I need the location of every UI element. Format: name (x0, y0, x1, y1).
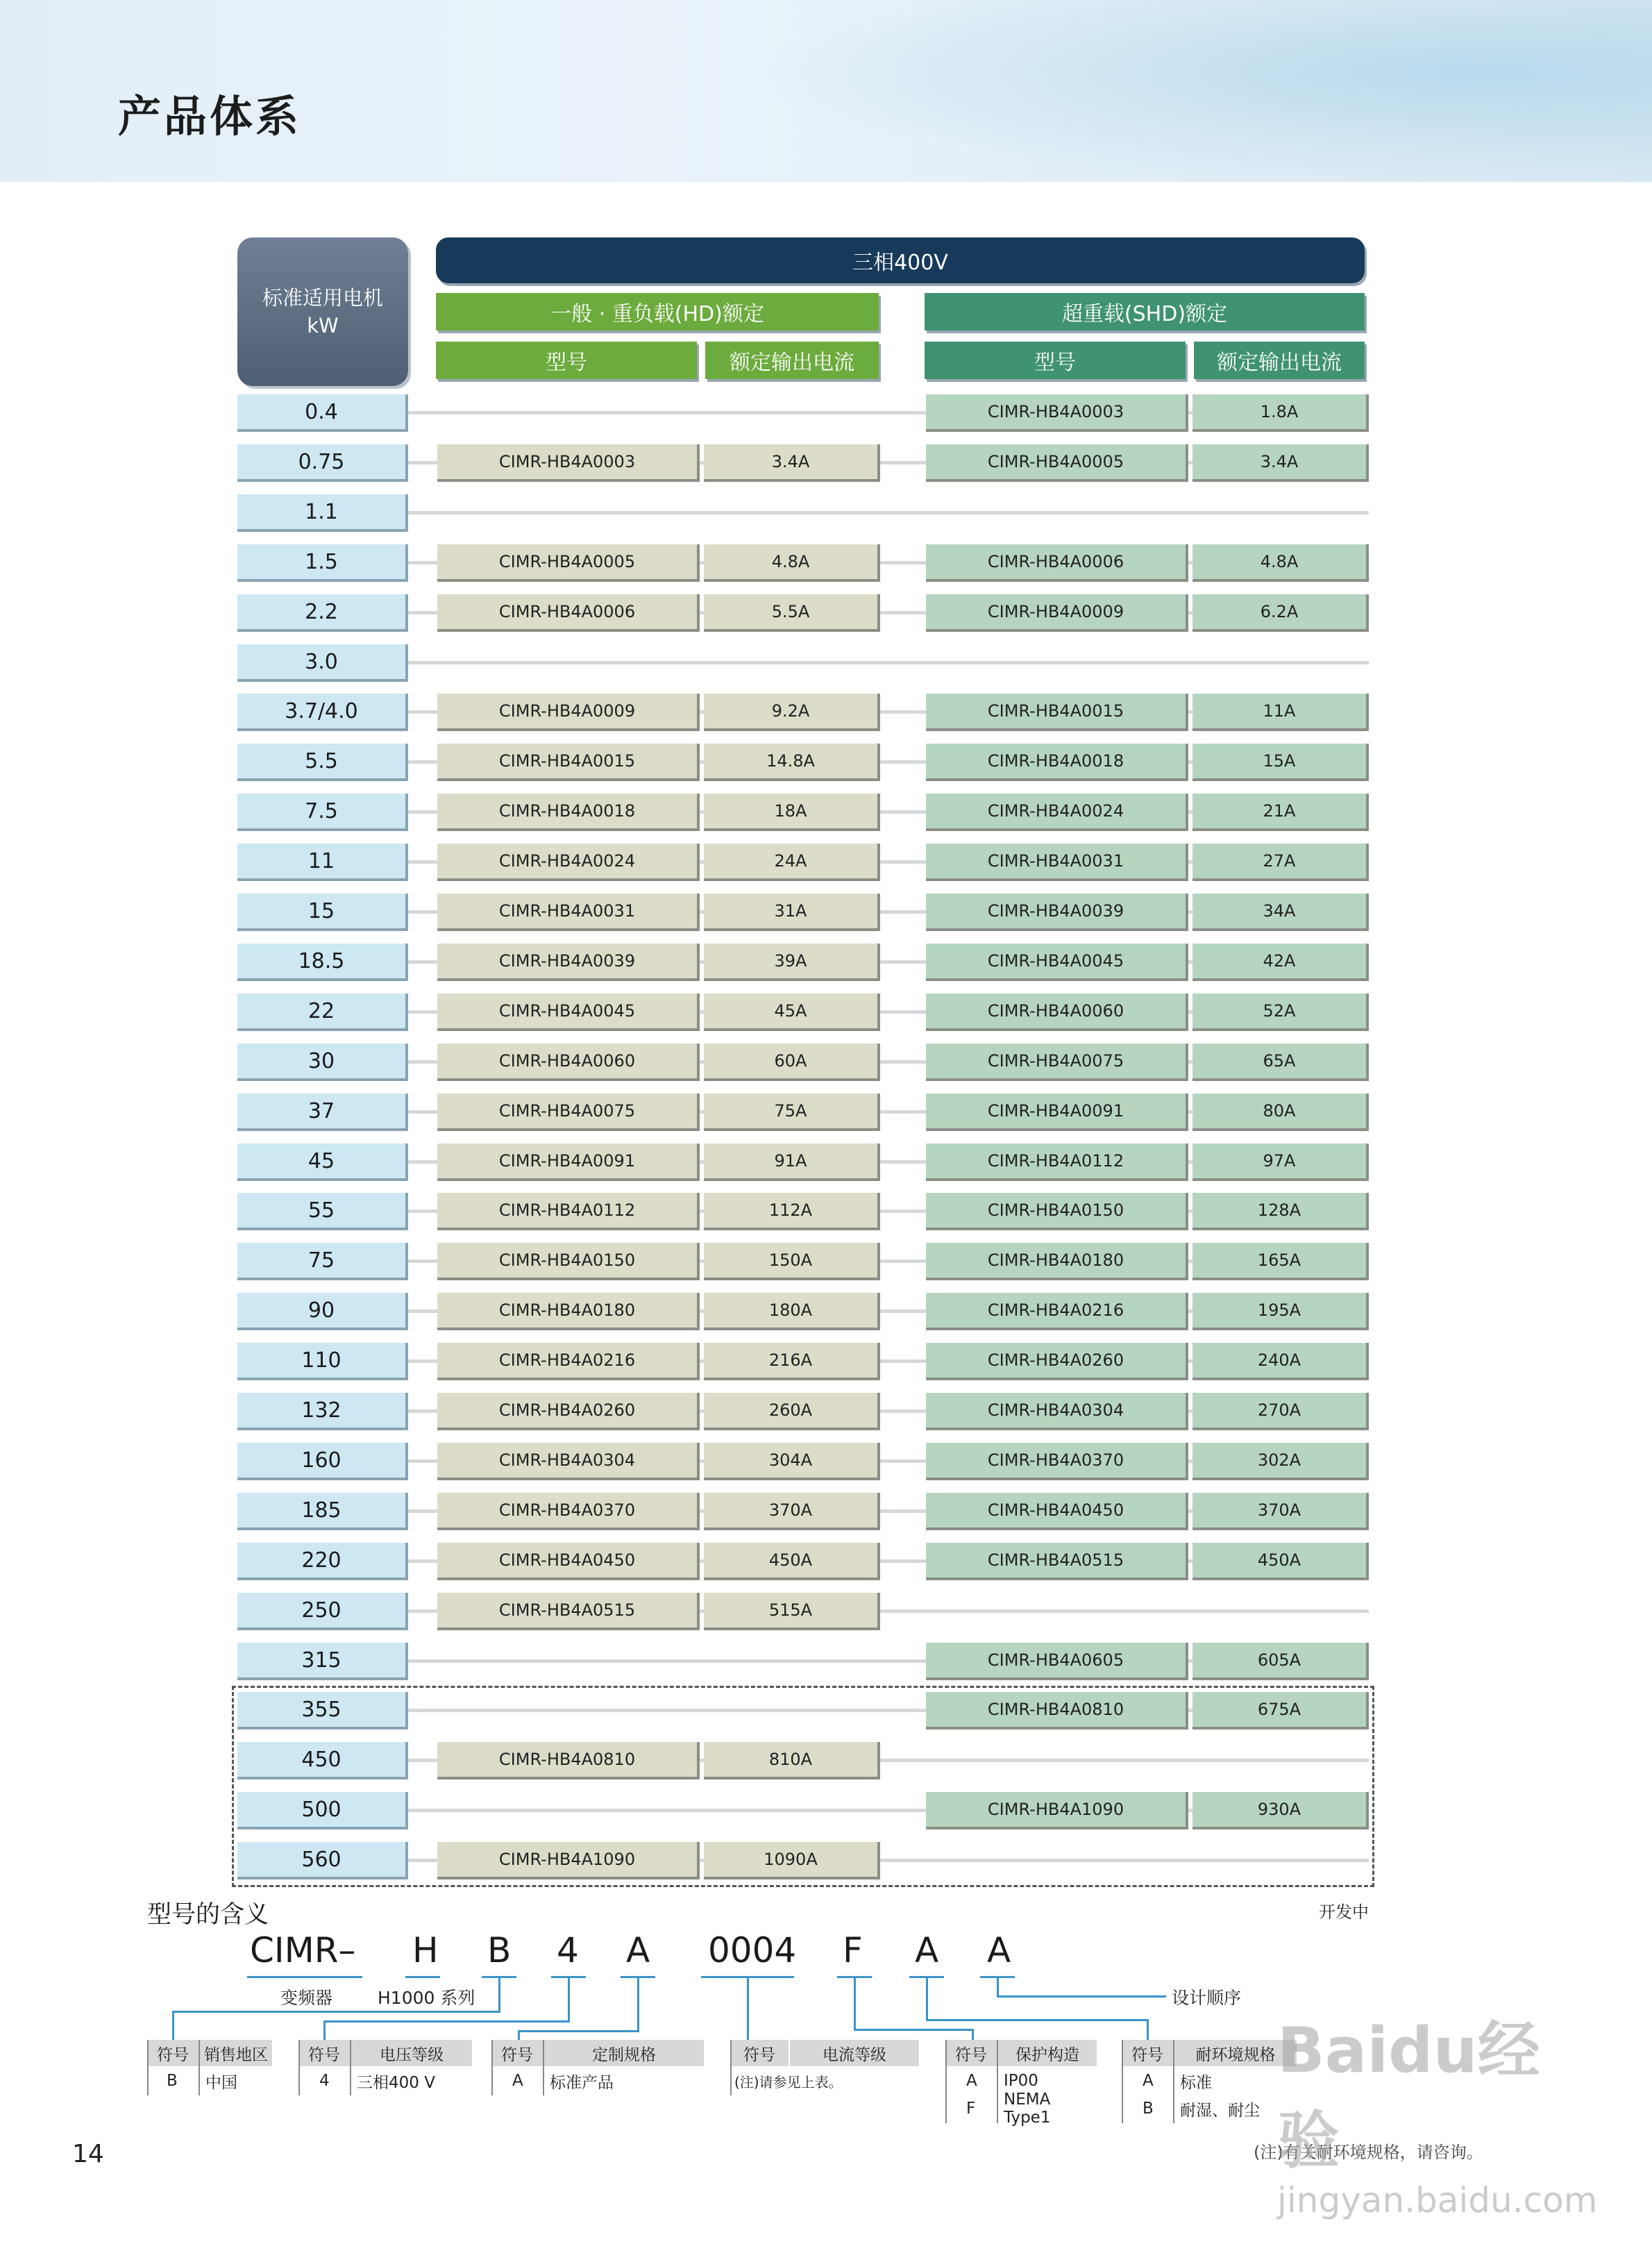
protection-th-symbol: 符号 (945, 2040, 997, 2066)
header-wave (750, 0, 1652, 182)
shd-current-cell: 6.2A (1192, 594, 1369, 632)
shd-model-cell: CIMR-HB4A0075 (926, 1044, 1188, 1081)
connector-design-h (997, 1995, 1166, 1998)
voltage-sep-mid (350, 2040, 351, 2095)
region-sep-mid (199, 2040, 200, 2095)
custom-sep-mid (543, 2040, 544, 2095)
hd-current-cell: 45A (704, 994, 880, 1031)
connector-voltage-down (323, 2020, 326, 2040)
shd-model-cell: CIMR-HB4A1090 (926, 1792, 1188, 1829)
model-meaning-title: 型号的含义 (147, 1901, 269, 1929)
kw-cell: 0.75 (237, 444, 408, 482)
label-series: H1000 系列 (378, 1988, 475, 2008)
kw-cell: 75 (237, 1243, 408, 1280)
current-table (730, 2040, 919, 2095)
shd-current-cell: 42A (1192, 944, 1369, 981)
shd-model-cell: CIMR-HB4A0018 (926, 744, 1188, 781)
hd-current-cell: 216A (704, 1343, 880, 1380)
environment-cell-name-b: 耐湿、耐尘 (1180, 2101, 1260, 2120)
kw-cell: 160 (237, 1443, 408, 1480)
shd-current-cell: 195A (1192, 1293, 1369, 1330)
hd-current-cell: 112A (704, 1193, 880, 1230)
shd-model-cell: CIMR-HB4A0605 (926, 1643, 1188, 1680)
hd-model-cell: CIMR-HB4A0112 (437, 1193, 700, 1230)
hd-current-cell: 370A (704, 1493, 880, 1530)
hd-model-cell: CIMR-HB4A0039 (437, 944, 700, 981)
custom-cell-name: 标准产品 (550, 2073, 614, 2092)
hd-current-cell: 14.8A (704, 744, 880, 781)
connector-environment-down (1147, 2019, 1149, 2040)
environment-cell-symbol-a: A (1143, 2072, 1154, 2090)
shd-model-cell: CIMR-HB4A0515 (926, 1543, 1188, 1580)
hd-current-cell: 1090A (704, 1842, 880, 1879)
kw-header-line1: 标准适用电机 (262, 286, 383, 310)
kw-cell: 11 (237, 844, 408, 881)
protection-cell-symbol-f: F (966, 2100, 976, 2118)
shd-model-cell: CIMR-HB4A0024 (926, 794, 1188, 831)
kw-cell: 22 (237, 994, 408, 1031)
kw-cell: 90 (237, 1293, 408, 1330)
protection-cell-symbol-a: A (966, 2072, 977, 2090)
custom-table (491, 2040, 704, 2095)
connector-protection-down (972, 2029, 974, 2040)
hd-model-cell: CIMR-HB4A0031 (437, 894, 700, 931)
custom-sep-left (491, 2040, 493, 2095)
shd-current-cell: 4.8A (1192, 544, 1369, 582)
region-th-name: 销售地区 (200, 2040, 272, 2066)
hd-model-cell: CIMR-HB4A0005 (437, 544, 700, 582)
code-cimr: CIMR– (250, 1930, 356, 1970)
shd-model-cell: CIMR-HB4A0370 (926, 1443, 1188, 1480)
shd-current-cell: 930A (1192, 1792, 1369, 1829)
shd-current-cell: 605A (1192, 1643, 1369, 1680)
label-design: 设计顺序 (1172, 1988, 1242, 2008)
hd-model-cell: CIMR-HB4A0810 (437, 1742, 700, 1780)
underline-series (405, 1976, 440, 1978)
connector-design (997, 1977, 999, 1997)
region-cell-symbol: B (167, 2072, 178, 2090)
code-voltage: 4 (557, 1930, 579, 1970)
hd-current-cell: 9.2A (704, 694, 880, 731)
shd-current-cell: 21A (1192, 794, 1369, 831)
hd-model-cell: CIMR-HB4A0150 (437, 1243, 700, 1280)
environment-sep-mid (1173, 2040, 1174, 2123)
connector-environment (926, 1977, 928, 2020)
environment-cell-name-a: 标准 (1180, 2073, 1212, 2092)
shd-current-cell: 15A (1192, 744, 1369, 781)
protection-cell-name-a: IP00 (1004, 2072, 1038, 2090)
shd-model-header: 型号 (925, 342, 1186, 379)
footnote: (注)有关耐环境规格，请咨询。 (1254, 2143, 1483, 2162)
connector-custom (637, 1977, 639, 2032)
hd-current-cell: 150A (704, 1243, 880, 1280)
shd-model-cell: CIMR-HB4A0005 (926, 444, 1188, 482)
hd-current-cell: 31A (704, 894, 880, 931)
kw-cell: 5.5 (237, 744, 408, 781)
shd-current-cell: 302A (1192, 1443, 1369, 1480)
custom-th-name: 定制规格 (544, 2040, 704, 2066)
protection-th-name: 保护构造 (998, 2040, 1097, 2066)
shd-current-cell: 165A (1192, 1243, 1369, 1280)
hd-model-header: 型号 (436, 342, 697, 379)
shd-model-cell: CIMR-HB4A0150 (926, 1193, 1188, 1230)
shd-model-cell: CIMR-HB4A0304 (926, 1393, 1188, 1430)
kw-cell: 132 (237, 1393, 408, 1430)
hd-model-cell: CIMR-HB4A0304 (437, 1443, 700, 1480)
current-th-name: 电流等级 (790, 2040, 919, 2066)
kw-cell: 450 (237, 1742, 408, 1780)
hd-model-cell: CIMR-HB4A0450 (437, 1543, 700, 1580)
kw-cell: 185 (237, 1493, 408, 1530)
kw-cell: 355 (237, 1692, 408, 1730)
environment-th-symbol: 符号 (1122, 2040, 1173, 2066)
connector-region-h (172, 2011, 500, 2013)
shd-model-cell: CIMR-HB4A0091 (926, 1094, 1188, 1131)
page-number: 14 (72, 2140, 104, 2168)
shd-current-cell: 3.4A (1192, 444, 1369, 482)
shd-current-cell: 34A (1192, 894, 1369, 931)
hd-current-cell: 180A (704, 1293, 880, 1330)
kw-cell: 55 (237, 1193, 408, 1230)
shd-current-cell: 240A (1192, 1343, 1369, 1380)
hd-model-cell: CIMR-HB4A1090 (437, 1842, 700, 1879)
hd-current-cell: 450A (704, 1543, 880, 1580)
shd-current-header: 额定输出电流 (1194, 342, 1365, 379)
hd-model-cell: CIMR-HB4A0216 (437, 1343, 700, 1380)
hd-model-cell: CIMR-HB4A0370 (437, 1493, 700, 1530)
shd-model-cell: CIMR-HB4A0060 (926, 994, 1188, 1031)
protection-cell-name-f: NEMA Type1 (1004, 2091, 1051, 2127)
current-sep-left (730, 2040, 732, 2095)
shd-current-cell: 1.8A (1192, 394, 1369, 432)
kw-cell: 1.5 (237, 544, 408, 582)
hd-current-cell: 5.5A (704, 594, 880, 632)
connector-protection-h (854, 2029, 973, 2031)
voltage-cell-symbol: 4 (319, 2072, 330, 2090)
shd-model-cell: CIMR-HB4A0112 (926, 1144, 1188, 1181)
hd-current-cell: 304A (704, 1443, 880, 1480)
shd-current-cell: 65A (1192, 1044, 1369, 1081)
hd-current-cell: 60A (704, 1044, 880, 1081)
shd-current-cell: 11A (1192, 694, 1369, 731)
kw-cell: 250 (237, 1593, 408, 1630)
voltage-th-name: 电压等级 (351, 2040, 472, 2066)
hd-model-cell: CIMR-HB4A0015 (437, 744, 700, 781)
connector-custom-down (518, 2030, 520, 2040)
shd-model-cell: CIMR-HB4A0039 (926, 894, 1188, 931)
watermark-url: jingyan.baidu.com (1277, 2180, 1598, 2220)
hd-current-header: 额定输出电流 (705, 342, 879, 379)
hd-model-cell: CIMR-HB4A0024 (437, 844, 700, 881)
code-environment: A (915, 1930, 939, 1970)
kw-cell: 15 (237, 894, 408, 931)
kw-cell: 45 (237, 1144, 408, 1181)
hd-model-cell: CIMR-HB4A0045 (437, 994, 700, 1031)
connector-environment-h (926, 2019, 1148, 2021)
shd-model-cell: CIMR-HB4A0015 (926, 694, 1188, 731)
connector-region (498, 1977, 500, 2012)
hd-current-cell: 260A (704, 1393, 880, 1430)
current-th-symbol: 符号 (730, 2040, 789, 2066)
kw-cell: 220 (237, 1543, 408, 1580)
shd-model-cell: CIMR-HB4A0260 (926, 1343, 1188, 1380)
shd-model-cell: CIMR-HB4A0045 (926, 944, 1188, 981)
code-series: H (412, 1930, 439, 1970)
shd-current-cell: 97A (1192, 1144, 1369, 1181)
hd-model-cell: CIMR-HB4A0180 (437, 1293, 700, 1330)
kw-cell: 18.5 (237, 944, 408, 981)
shd-model-cell: CIMR-HB4A0810 (926, 1692, 1188, 1730)
hd-model-cell: CIMR-HB4A0018 (437, 794, 700, 831)
kw-cell: 7.5 (237, 794, 408, 831)
shd-current-cell: 450A (1192, 1543, 1369, 1580)
shd-model-cell: CIMR-HB4A0031 (926, 844, 1188, 881)
kw-cell: 3.7/4.0 (237, 694, 408, 731)
environment-th-name: 耐环境规格 (1174, 2040, 1297, 2066)
connector-voltage (568, 1977, 570, 2022)
kw-cell: 110 (237, 1343, 408, 1380)
shd-current-cell: 270A (1192, 1393, 1369, 1430)
kw-header (237, 237, 408, 386)
page-title: 产品体系 (118, 91, 302, 142)
hd-model-cell: CIMR-HB4A0003 (437, 444, 700, 482)
in-development-note: 开发中 (1319, 1902, 1369, 1922)
connector-current (747, 1977, 749, 2040)
region-cell-name: 中国 (205, 2073, 237, 2092)
code-protection: F (843, 1930, 863, 1970)
hd-current-cell: 24A (704, 844, 880, 881)
shd-model-cell: CIMR-HB4A0003 (926, 394, 1188, 432)
code-design: A (987, 1930, 1011, 1970)
hd-current-cell: 75A (704, 1094, 880, 1131)
kw-cell: 0.4 (237, 394, 408, 432)
in-development-box (232, 1686, 1374, 1887)
hd-model-cell: CIMR-HB4A0009 (437, 694, 700, 731)
hd-current-cell: 39A (704, 944, 880, 981)
row-line (408, 661, 1369, 664)
shd-current-cell: 52A (1192, 994, 1369, 1031)
voltage-cell-name: 三相400 V (357, 2073, 435, 2092)
shd-current-cell: 675A (1192, 1692, 1369, 1730)
kw-cell: 315 (237, 1643, 408, 1680)
shd-current-cell: 80A (1192, 1094, 1369, 1131)
kw-cell: 3.0 (237, 644, 408, 682)
protection-sep-mid (997, 2040, 998, 2123)
shd-model-cell: CIMR-HB4A0216 (926, 1293, 1188, 1330)
kw-cell: 500 (237, 1792, 408, 1829)
current-cell-note: (注)请参见上表。 (734, 2073, 843, 2091)
shd-model-cell: CIMR-HB4A0450 (926, 1493, 1188, 1530)
shd-current-cell: 370A (1192, 1493, 1369, 1530)
watermark-logo: Baidu经验 (1277, 2014, 1540, 2177)
shd-current-cell: 27A (1192, 844, 1369, 881)
region-sep-left (147, 2040, 149, 2095)
hd-current-cell: 91A (704, 1144, 880, 1181)
hd-model-cell: CIMR-HB4A0091 (437, 1144, 700, 1181)
code-custom: A (626, 1930, 650, 1970)
hd-model-cell: CIMR-HB4A0515 (437, 1593, 700, 1630)
hd-current-cell: 18A (704, 794, 880, 831)
protection-sep-left (945, 2040, 947, 2123)
voltage-sep-left (298, 2040, 300, 2095)
row-line (408, 511, 1369, 514)
hd-current-cell: 810A (704, 1742, 880, 1780)
underline-cimr (247, 1976, 362, 1978)
kw-cell: 37 (237, 1094, 408, 1131)
region-th-symbol: 符号 (147, 2040, 199, 2066)
kw-cell: 30 (237, 1044, 408, 1081)
shd-model-cell: CIMR-HB4A0180 (926, 1243, 1188, 1280)
hd-current-cell: 3.4A (704, 444, 880, 482)
hd-current-cell: 515A (704, 1593, 880, 1630)
kw-header-line2: kW (307, 314, 339, 337)
shd-current-cell: 128A (1192, 1193, 1369, 1230)
shd-model-cell: CIMR-HB4A0006 (926, 544, 1188, 582)
environment-cell-symbol-b: B (1143, 2100, 1154, 2118)
shd-model-cell: CIMR-HB4A0009 (926, 594, 1188, 632)
custom-cell-symbol: A (512, 2072, 523, 2090)
connector-voltage-h (323, 2020, 570, 2023)
region-table (147, 2040, 272, 2095)
environment-table (1122, 2040, 1297, 2123)
kw-cell: 560 (237, 1842, 408, 1879)
hd-model-cell: CIMR-HB4A0260 (437, 1393, 700, 1430)
label-inverter: 变频器 (280, 1988, 333, 2008)
shd-group-header: 超重载(SHD)额定 (925, 293, 1365, 330)
kw-cell: 1.1 (237, 494, 408, 532)
hd-current-cell: 4.8A (704, 544, 880, 582)
environment-sep-left (1122, 2040, 1123, 2123)
hd-group-header: 一般 · 重负载(HD)额定 (436, 293, 879, 330)
connector-protection (854, 1977, 856, 2030)
protection-table (945, 2040, 1097, 2127)
hd-model-cell: CIMR-HB4A0006 (437, 594, 700, 632)
code-current: 0004 (708, 1930, 797, 1970)
connector-region-down (172, 2011, 174, 2040)
code-region: B (487, 1930, 512, 1970)
custom-th-symbol: 符号 (491, 2040, 543, 2066)
hd-model-cell: CIMR-HB4A0075 (437, 1094, 700, 1131)
voltage-th-symbol: 符号 (298, 2040, 350, 2066)
voltage-table (298, 2040, 472, 2095)
kw-cell: 2.2 (237, 594, 408, 632)
connector-custom-h (518, 2030, 639, 2032)
voltage-header: 三相400V (436, 237, 1365, 283)
hd-model-cell: CIMR-HB4A0060 (437, 1044, 700, 1081)
